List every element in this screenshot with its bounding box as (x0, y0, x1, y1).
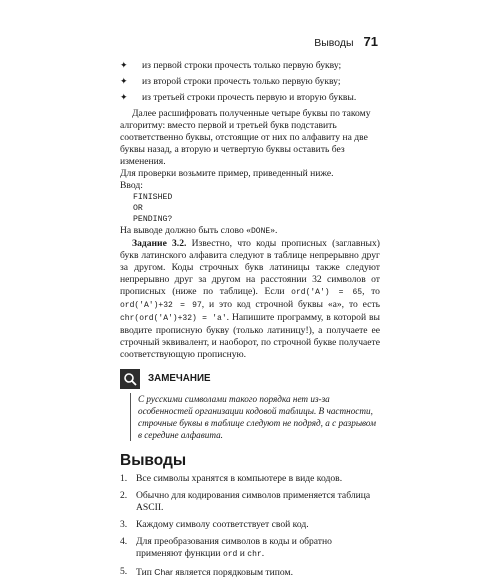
list-item-text: из первой строки прочесть только первую букву; (142, 60, 342, 71)
input-label: Ввод: (120, 180, 143, 191)
page-number: 71 (363, 34, 378, 49)
list-item (120, 519, 380, 531)
output-text-end: ». (270, 225, 278, 236)
task-paragraph (120, 238, 380, 361)
list-item (120, 490, 380, 514)
note-text: С русскими символами такого порядка нет из-за особенностей организации кодовой таблицы. В частности, строчные буквы в таблице следуют не подряд, а с разрывом в середине алфавита. (130, 393, 380, 441)
magnifier-icon (123, 372, 137, 386)
inline-code: ord (222, 550, 238, 559)
list-item-text: Тип (136, 567, 155, 578)
list-number: 3. (120, 519, 128, 530)
four-point-star-icon: ✦ (120, 77, 128, 87)
list-item (120, 536, 380, 561)
section-heading: Выводы (120, 452, 187, 469)
list-item (120, 473, 380, 485)
list-number: 2. (120, 490, 128, 501)
running-header-section: Выводы (314, 37, 354, 49)
code-line: PENDING? (133, 215, 173, 224)
output-text: На выводе должно быть слово « (120, 225, 251, 236)
inline-code: chr(ord('A')+32) = 'a' (120, 314, 227, 323)
task-label: Задание 3.2. (132, 238, 187, 249)
inline-code: chr (247, 550, 262, 559)
conclusions-list (120, 473, 380, 579)
note-title: ЗАМЕЧАНИЕ (148, 373, 211, 384)
paragraph-check: Для проверки возьмите пример, приведенный ниже. (120, 168, 334, 179)
task-text: , то (362, 286, 380, 297)
task-text: , и это код строчной буквы «a», то есть (201, 299, 381, 310)
list-item (120, 92, 380, 104)
list-item-text: является порядковым типом. (172, 567, 293, 578)
inline-code: Char (154, 567, 173, 577)
page-content (120, 60, 380, 584)
list-number: 4. (120, 536, 128, 547)
list-number: 1. (120, 473, 128, 484)
list-number: 5. (120, 566, 128, 577)
list-item-text: и (237, 548, 248, 559)
code-sample (133, 192, 380, 225)
note-box (120, 369, 380, 441)
inline-code: ord('A')+32 = 97 (120, 301, 202, 310)
four-point-star-icon: ✦ (120, 61, 128, 71)
list-item-text: из третьей строки прочесть первую и вторую буквы. (142, 92, 357, 103)
list-item-text: из второй строки прочесть только первую букву; (142, 76, 341, 87)
bullet-list (120, 60, 380, 104)
list-item-text: Для преобразования символов в коды и обратно применяют функции (136, 536, 332, 559)
code-line: OR (133, 204, 143, 213)
paragraph-output (120, 225, 380, 238)
list-item (120, 76, 380, 88)
list-item-text: Обычно для кодирования символов применяется таблица ASCII. (136, 490, 371, 513)
list-item-text: . (261, 548, 265, 559)
note-icon (120, 369, 140, 389)
note-header (120, 369, 380, 389)
four-point-star-icon: ✦ (120, 93, 128, 103)
inline-code: ord('A') = 65 (291, 288, 363, 297)
list-item-text: Каждому символу соответствует свой код. (136, 519, 309, 530)
task-text: Известно, что коды прописных (заглавных) букв латинского алфавита следуют в таблице непрерывно друг за другом. Коды строчных букв латиницы также следуют непрерывно друг за другом на расстоянии 32 символов от прописных (ниже по таблице). Если (120, 238, 380, 297)
output-word: DONE (250, 227, 271, 236)
list-item (120, 60, 380, 72)
list-item-text: Все символы хранятся в компьютере в виде кодов. (136, 473, 343, 484)
list-item (120, 566, 380, 579)
code-line: FINISHED (133, 193, 173, 202)
paragraph-algorithm: Далее расшифровать полученные четыре буквы по такому алгоритму: вместо первой и третьей букв подставить соответственно буквы, отстоящие от них по алфавиту на две буквы назад, а вторую и четвертую буквы оставить без изменения. (120, 108, 371, 167)
task-text: . Напишите программу, в которой вы вводите прописную букву (только латиницу!), а получаете ее строчный эквивалент, и наоборот, по строчной букве получаете соответствующую прописную. (120, 312, 380, 360)
page-header (108, 34, 378, 52)
